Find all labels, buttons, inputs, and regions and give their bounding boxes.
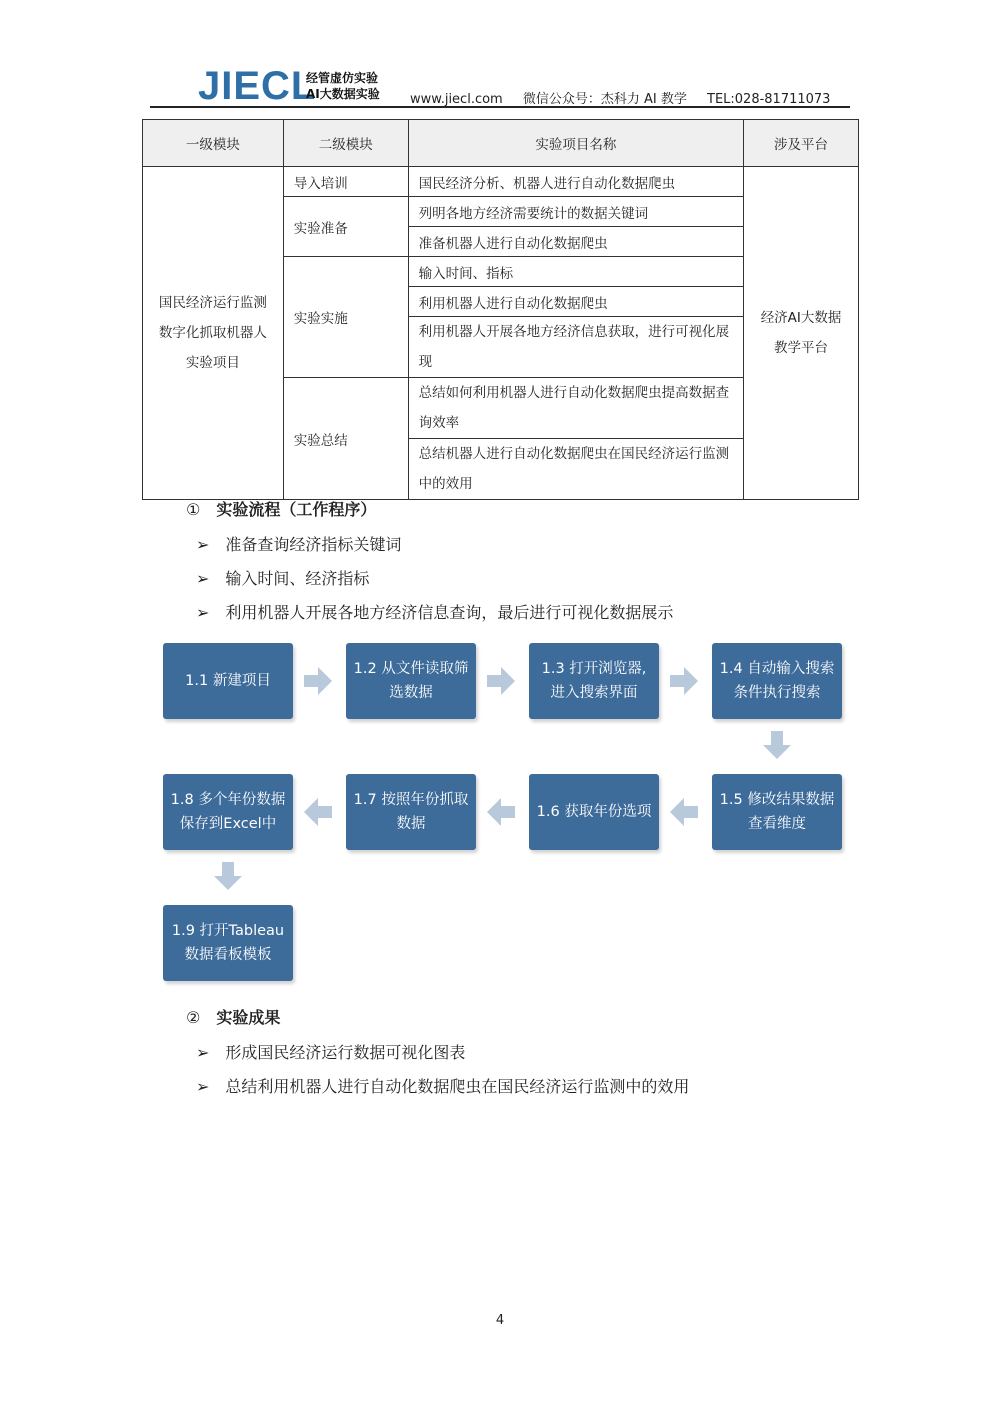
table-header-cell: 涉及平台 (744, 120, 859, 167)
list-item (196, 1074, 689, 1097)
level2-module-cell: 导入培训 (283, 167, 408, 197)
bullet-arrow-icon: ➢ (196, 603, 210, 622)
project-name-cell: 利用机器人进行自动化数据爬虫 (408, 287, 743, 317)
table-header-cell: 实验项目名称 (408, 120, 743, 167)
down-arrow-icon (763, 731, 791, 759)
header-contact (410, 88, 846, 107)
level1-module-cell (143, 167, 284, 500)
section-2-title (186, 1005, 280, 1028)
list-item (196, 1040, 465, 1063)
bullet-text: 输入时间、经济指标 (225, 569, 370, 588)
bullet-text: 准备查询经济指标关键词 (225, 535, 402, 554)
bullet-text: 利用机器人开展各地方经济信息查询，最后进行可视化数据展示 (225, 603, 674, 622)
project-name-cell: 总结机器人进行自动化数据爬虫在国民经济运行监测中的效用 (408, 439, 743, 500)
flow-step-1-6: 1.6 获取年份选项 (529, 774, 659, 850)
project-name-cell: 国民经济分析、机器人进行自动化数据爬虫 (408, 167, 743, 197)
section-2-title-text: 实验成果 (216, 1008, 281, 1027)
level1-line: 数字化抓取机器人 (158, 325, 267, 341)
right-arrow-icon (670, 667, 698, 695)
wechat-text: 微信公众号：杰科力 AI 教学 (522, 92, 687, 107)
flow-step-1-9: 1.9 打开Tableau数据看板模板 (163, 905, 293, 981)
flow-step-1-3: 1.3 打开浏览器,进入搜索界面 (529, 643, 659, 719)
flow-step-1-2: 1.2 从文件读取筛选数据 (346, 643, 476, 719)
header-divider (150, 106, 850, 108)
bullet-arrow-icon: ➢ (196, 1043, 210, 1062)
page-number: 4 (495, 1313, 505, 1328)
left-arrow-icon (304, 798, 332, 826)
table-header-cell: 二级模块 (283, 120, 408, 167)
bullet-arrow-icon: ➢ (196, 569, 210, 588)
right-arrow-icon (487, 667, 515, 695)
project-name-cell: 列明各地方经济需要统计的数据关键词 (408, 197, 743, 227)
flow-step-1-5: 1.5 修改结果数据查看维度 (712, 774, 842, 850)
section-1-title-text: 实验流程（工作程序） (216, 500, 377, 519)
logo-subtitle-line-1: 经管虚仿实验 (306, 71, 379, 85)
tel-text: TEL:028-81711073 (707, 92, 831, 107)
level1-line: 实验项目 (185, 355, 240, 371)
experiment-table (142, 119, 859, 500)
platform-line: 经济AI大数据 (760, 310, 842, 326)
table-header-cell: 一级模块 (143, 120, 284, 167)
project-name-cell: 输入时间、指标 (408, 257, 743, 287)
level2-module-cell: 实验准备 (283, 197, 408, 257)
section-1-title (186, 497, 376, 520)
list-item (196, 532, 401, 555)
level2-module-cell: 实验总结 (283, 378, 408, 500)
list-item (196, 600, 673, 623)
bullet-arrow-icon: ➢ (196, 535, 210, 554)
bullet-text: 形成国民经济运行数据可视化图表 (225, 1043, 466, 1062)
logo-subtitle (306, 70, 380, 102)
left-arrow-icon (487, 798, 515, 826)
level1-line: 国民经济运行监测 (158, 295, 267, 311)
list-item (196, 566, 369, 589)
table-header-row (143, 120, 859, 167)
left-arrow-icon (670, 798, 698, 826)
table-row (143, 167, 859, 197)
section-2-number: ② (186, 1008, 201, 1027)
flow-step-1-8: 1.8 多个年份数据保存到Excel中 (163, 774, 293, 850)
flow-step-1-7: 1.7 按照年份抓取数据 (346, 774, 476, 850)
page-header (150, 62, 850, 108)
bullet-text: 总结利用机器人进行自动化数据爬虫在国民经济运行监测中的效用 (225, 1077, 690, 1096)
logo: JIECL (198, 64, 317, 108)
down-arrow-icon (214, 862, 242, 890)
platform-cell (744, 167, 859, 500)
logo-subtitle-line-2: AI大数据实验 (306, 87, 380, 101)
platform-line: 教学平台 (774, 340, 829, 356)
right-arrow-icon (304, 667, 332, 695)
level2-module-cell: 实验实施 (283, 257, 408, 378)
project-name-cell: 利用机器人开展各地方经济信息获取，进行可视化展现 (408, 317, 743, 378)
bullet-arrow-icon: ➢ (196, 1077, 210, 1096)
project-name-cell: 准备机器人进行自动化数据爬虫 (408, 227, 743, 257)
section-1-number: ① (186, 500, 201, 519)
flow-step-1-4: 1.4 自动输入搜索条件执行搜索 (712, 643, 842, 719)
flow-step-1-1: 1.1 新建项目 (163, 643, 293, 719)
project-name-cell: 总结如何利用机器人进行自动化数据爬虫提高数据查询效率 (408, 378, 743, 439)
website-link[interactable]: www.jiecl.com (410, 92, 503, 107)
